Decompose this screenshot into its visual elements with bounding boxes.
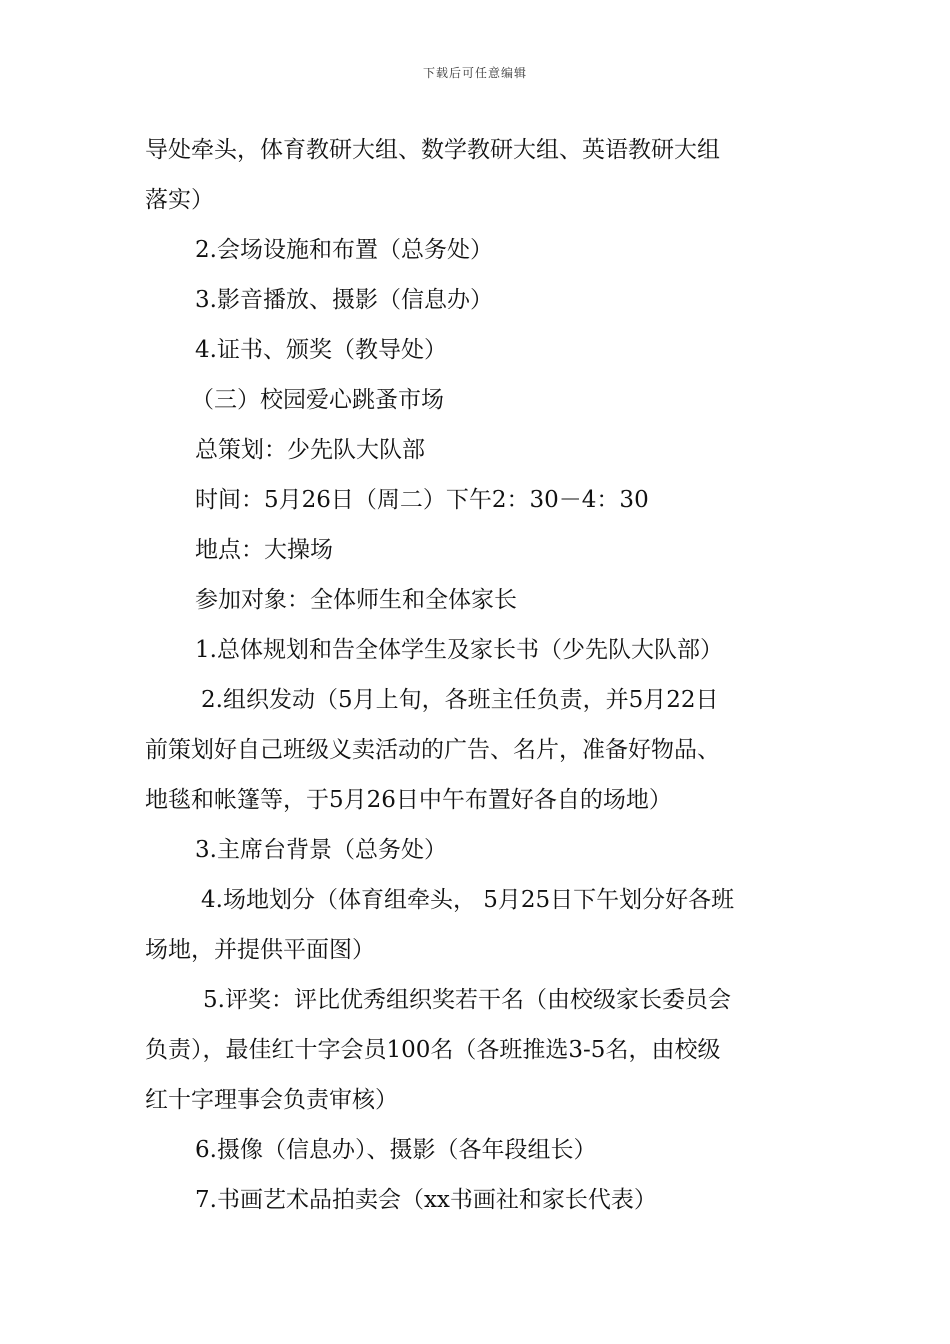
paragraph-line: 前策划好自己班级义卖活动的广告、名片，准备好物品、: [145, 737, 720, 763]
list-item: 5.评奖：评比优秀组织奖若干名（由校级家长委员会: [203, 987, 731, 1013]
paragraph-line: 地点：大操场: [195, 537, 333, 563]
section-heading: （三）校园爱心跳蚤市场: [191, 387, 444, 413]
list-item: 2.会场设施和布置（总务处）: [195, 237, 493, 263]
list-item: 6.摄像（信息办）、摄影（各年段组长）: [195, 1137, 597, 1163]
paragraph-line: 落实）: [145, 187, 214, 213]
paragraph-line: 参加对象：全体师生和全体家长: [195, 587, 517, 613]
list-item: 4.场地划分（体育组牵头， 5月25日下午划分好各班: [201, 887, 735, 913]
document-body: [145, 125, 813, 1225]
paragraph-line: 地毯和帐篷等，于5月26日中午布置好各自的场地）: [145, 787, 672, 813]
list-item: 3.主席台背景（总务处）: [195, 837, 447, 863]
paragraph-line: 场地，并提供平面图）: [145, 937, 375, 963]
list-item: 3.影音播放、摄影（信息办）: [195, 287, 493, 313]
paragraph-line: 红十字理事会负责审核）: [145, 1087, 398, 1113]
list-item: 7.书画艺术品拍卖会（xx书画社和家长代表）: [195, 1187, 657, 1213]
list-item: 2.组织发动（5月上旬，各班主任负责，并5月22日: [201, 687, 719, 713]
page-header: 下载后可任意编辑: [422, 66, 527, 80]
paragraph-line: 负责），最佳红十字会员100名（各班推选3-5名，由校级: [145, 1037, 721, 1063]
paragraph-line: 总策划：少先队大队部: [195, 437, 425, 463]
paragraph-line: 时间：5月26日（周二）下午2：30－4：30: [195, 487, 649, 513]
list-item: 1.总体规划和告全体学生及家长书（少先队大队部）: [195, 637, 723, 663]
paragraph-line: 导处牵头，体育教研大组、数学教研大组、英语教研大组: [145, 137, 720, 163]
list-item: 4.证书、颁奖（教导处）: [195, 337, 447, 363]
